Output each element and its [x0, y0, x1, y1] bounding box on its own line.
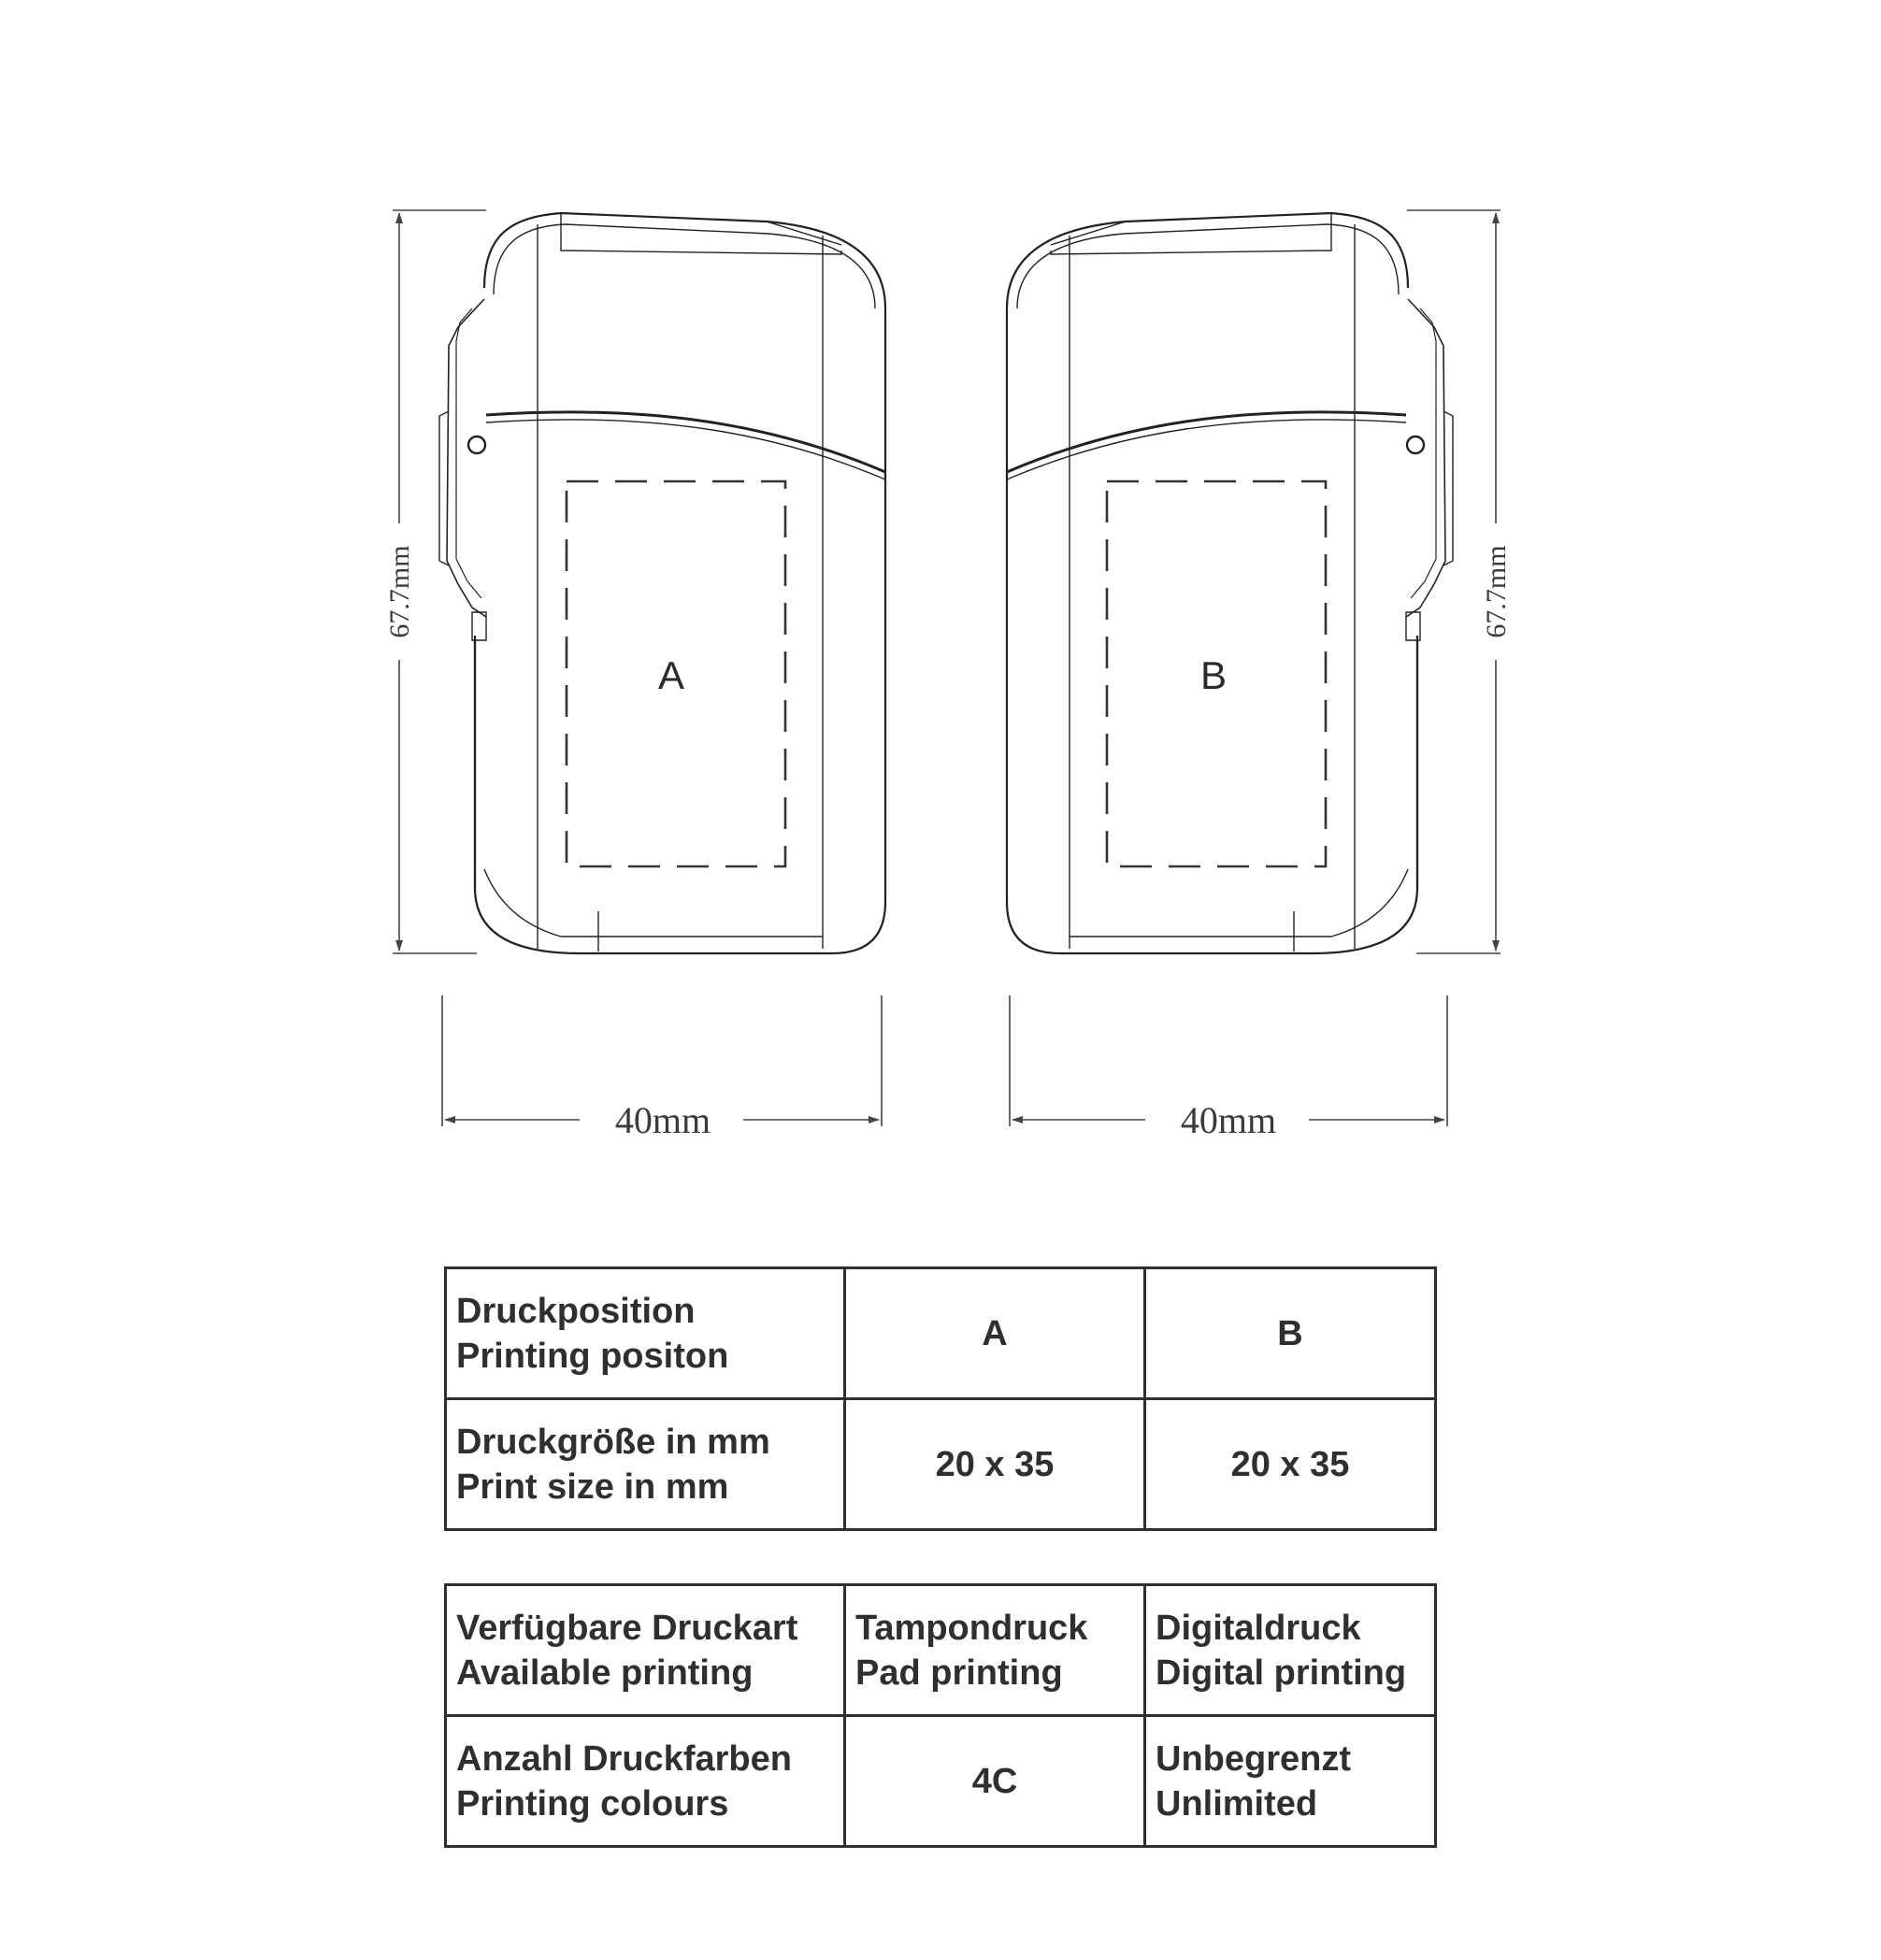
table-row	[446, 1585, 1436, 1716]
size-header-en: Print size in mm	[456, 1466, 729, 1507]
method-header-de: Verfügbare Druckart	[456, 1608, 798, 1648]
position-header-cell	[446, 1268, 845, 1399]
right-height-label: 67.7mm	[1481, 545, 1512, 638]
colours-header-en: Printing colours	[456, 1783, 729, 1824]
method-header-en: Available printing	[456, 1652, 754, 1693]
size-header-cell	[446, 1399, 845, 1530]
method-b-de: Digitaldruck	[1156, 1608, 1361, 1648]
lighter-left-view	[439, 213, 885, 953]
method-header-cell	[446, 1585, 845, 1716]
size-a-cell: 20 x 35	[845, 1399, 1145, 1530]
method-a-de: Tampondruck	[855, 1608, 1088, 1648]
position-b-cell: B	[1145, 1268, 1436, 1399]
colours-b-en: Unlimited	[1156, 1783, 1318, 1824]
left-height-label: 67.7mm	[384, 545, 415, 638]
colours-header-cell	[446, 1716, 845, 1847]
right-width-label: 40mm	[1180, 1099, 1277, 1141]
colours-b-de: Unbegrenzt	[1156, 1738, 1351, 1779]
lighter-right-view	[1007, 213, 1453, 953]
position-a-cell: A	[845, 1268, 1145, 1399]
colours-header-de: Anzahl Druckfarben	[456, 1738, 792, 1779]
left-width-label: 40mm	[614, 1099, 711, 1141]
print-position-table	[444, 1266, 1437, 1531]
table-row	[446, 1268, 1436, 1399]
method-a-en: Pad printing	[855, 1652, 1063, 1693]
print-area-b-label: B	[1199, 653, 1228, 697]
table-row	[446, 1716, 1436, 1847]
print-method-table	[444, 1583, 1437, 1848]
method-b-en: Digital printing	[1156, 1652, 1407, 1693]
position-header-de: Druckposition	[456, 1291, 696, 1331]
method-b-cell	[1145, 1585, 1436, 1716]
size-b-cell: 20 x 35	[1145, 1399, 1436, 1530]
colours-b-cell	[1145, 1716, 1436, 1847]
print-area-a-label: A	[657, 653, 685, 697]
table-row	[446, 1399, 1436, 1530]
position-header-en: Printing positon	[456, 1336, 729, 1376]
method-a-cell	[845, 1585, 1145, 1716]
size-header-de: Druckgröße in mm	[456, 1422, 770, 1462]
colours-a-cell: 4C	[845, 1716, 1145, 1847]
